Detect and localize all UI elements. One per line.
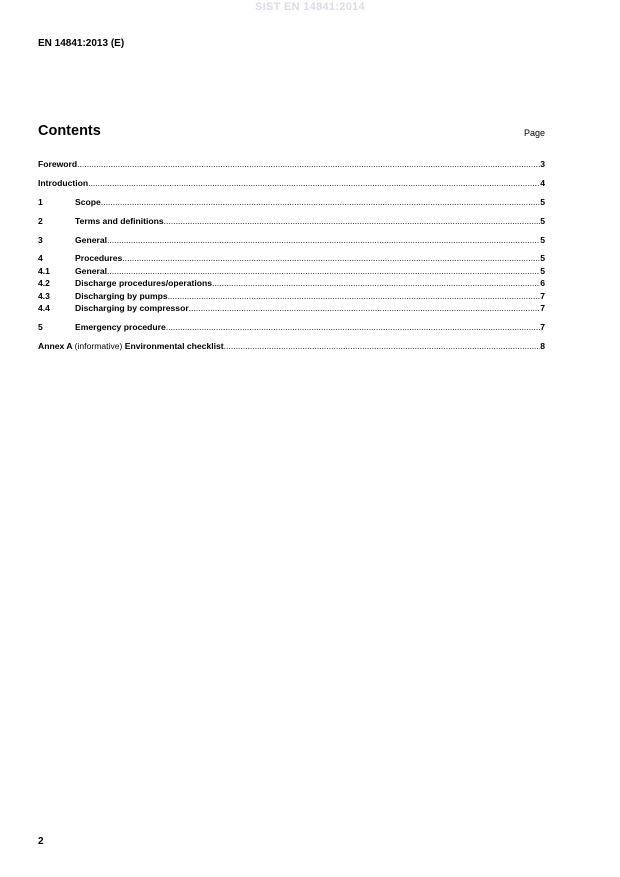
toc-entry-introduction[interactable]: [38, 177, 545, 190]
annex-title: Environmental checklist: [124, 341, 224, 352]
toc-leader-dots: [164, 215, 541, 228]
document-header: EN 14841:2013 (E): [38, 38, 125, 49]
toc-entry-number: 3: [38, 234, 43, 245]
toc-entry-title: Foreword: [38, 159, 78, 169]
toc-entry-page: 5: [540, 234, 545, 245]
toc-entry-number: 4.1: [38, 265, 50, 276]
toc-entry-foreword[interactable]: [38, 158, 545, 171]
toc-leader-dots: [224, 340, 541, 353]
toc-entry-4-4-discharging-by-compressor[interactable]: [38, 302, 545, 315]
page-number: 2: [38, 836, 44, 847]
toc-entry-number: 4.4: [38, 303, 50, 314]
toc-leader-dots: [107, 265, 540, 278]
table-of-contents: [38, 158, 545, 353]
toc-entry-terms-and-definitions[interactable]: [38, 215, 545, 228]
toc-entry-page: 7: [540, 322, 545, 333]
toc-entry-page: 6: [540, 278, 545, 289]
toc-entry-title: Discharging by pumps: [75, 290, 168, 301]
toc-entry-emergency-procedure[interactable]: [38, 321, 545, 334]
toc-entry-4-2-discharge-procedures[interactable]: [38, 277, 545, 290]
contents-title: Contents: [38, 123, 101, 139]
toc-entry-number: 2: [38, 215, 43, 226]
toc-entry-page: 4: [540, 177, 545, 188]
toc-entry-title: Discharge procedures/operations: [75, 278, 213, 289]
toc-leader-dots: [166, 321, 540, 334]
toc-entry-title: Introduction: [38, 177, 89, 188]
toc-entry-title: Terms and definitions: [75, 215, 164, 226]
toc-entry-title: Procedures: [75, 253, 123, 264]
toc-entry-title: General: [75, 265, 108, 276]
toc-entry-page: 7: [540, 303, 545, 314]
toc-entry-general[interactable]: [38, 234, 545, 247]
toc-entry-4-3-discharging-by-pumps[interactable]: [38, 290, 545, 303]
toc-entry-number: 4.3: [38, 290, 50, 301]
toc-entry-page: 3: [540, 159, 545, 169]
watermark: SIST EN 14841:2014: [255, 1, 365, 13]
toc-entry-number: 4: [38, 253, 43, 264]
toc-entry-number: 1: [38, 196, 43, 207]
toc-entry-title: Emergency procedure: [75, 322, 166, 333]
toc-entry-scope[interactable]: [38, 196, 545, 209]
toc-leader-dots: [168, 290, 541, 303]
toc-entry-page: 5: [540, 215, 545, 226]
toc-entry-title: [38, 340, 224, 353]
toc-entry-number: 4.2: [38, 278, 50, 289]
page-column-label: Page: [523, 128, 545, 138]
toc-leader-dots: [77, 158, 540, 171]
toc-entry-procedures[interactable]: [38, 252, 545, 265]
toc-entry-title: Scope: [75, 196, 101, 207]
toc-leader-dots: [122, 252, 540, 265]
toc-leader-dots: [88, 177, 540, 190]
toc-entry-number: 5: [38, 322, 43, 333]
toc-entry-page: 5: [540, 196, 545, 207]
toc-entry-page: 8: [540, 341, 545, 352]
toc-entry-title: General: [75, 234, 108, 245]
toc-entry-page: 5: [540, 265, 545, 276]
toc-leader-dots: [101, 196, 540, 209]
toc-entry-page: 7: [540, 290, 545, 301]
annex-label: Annex A: [38, 341, 73, 352]
toc-entry-4-1-general[interactable]: [38, 265, 545, 278]
toc-entry-page: 5: [540, 253, 545, 264]
toc-entry-annex-a[interactable]: [38, 340, 545, 353]
toc-leader-dots: [189, 302, 541, 315]
toc-leader-dots: [212, 277, 540, 290]
toc-entry-title: Discharging by compressor: [75, 303, 189, 314]
annex-informative-label: (informative): [74, 341, 123, 352]
toc-leader-dots: [107, 234, 540, 247]
